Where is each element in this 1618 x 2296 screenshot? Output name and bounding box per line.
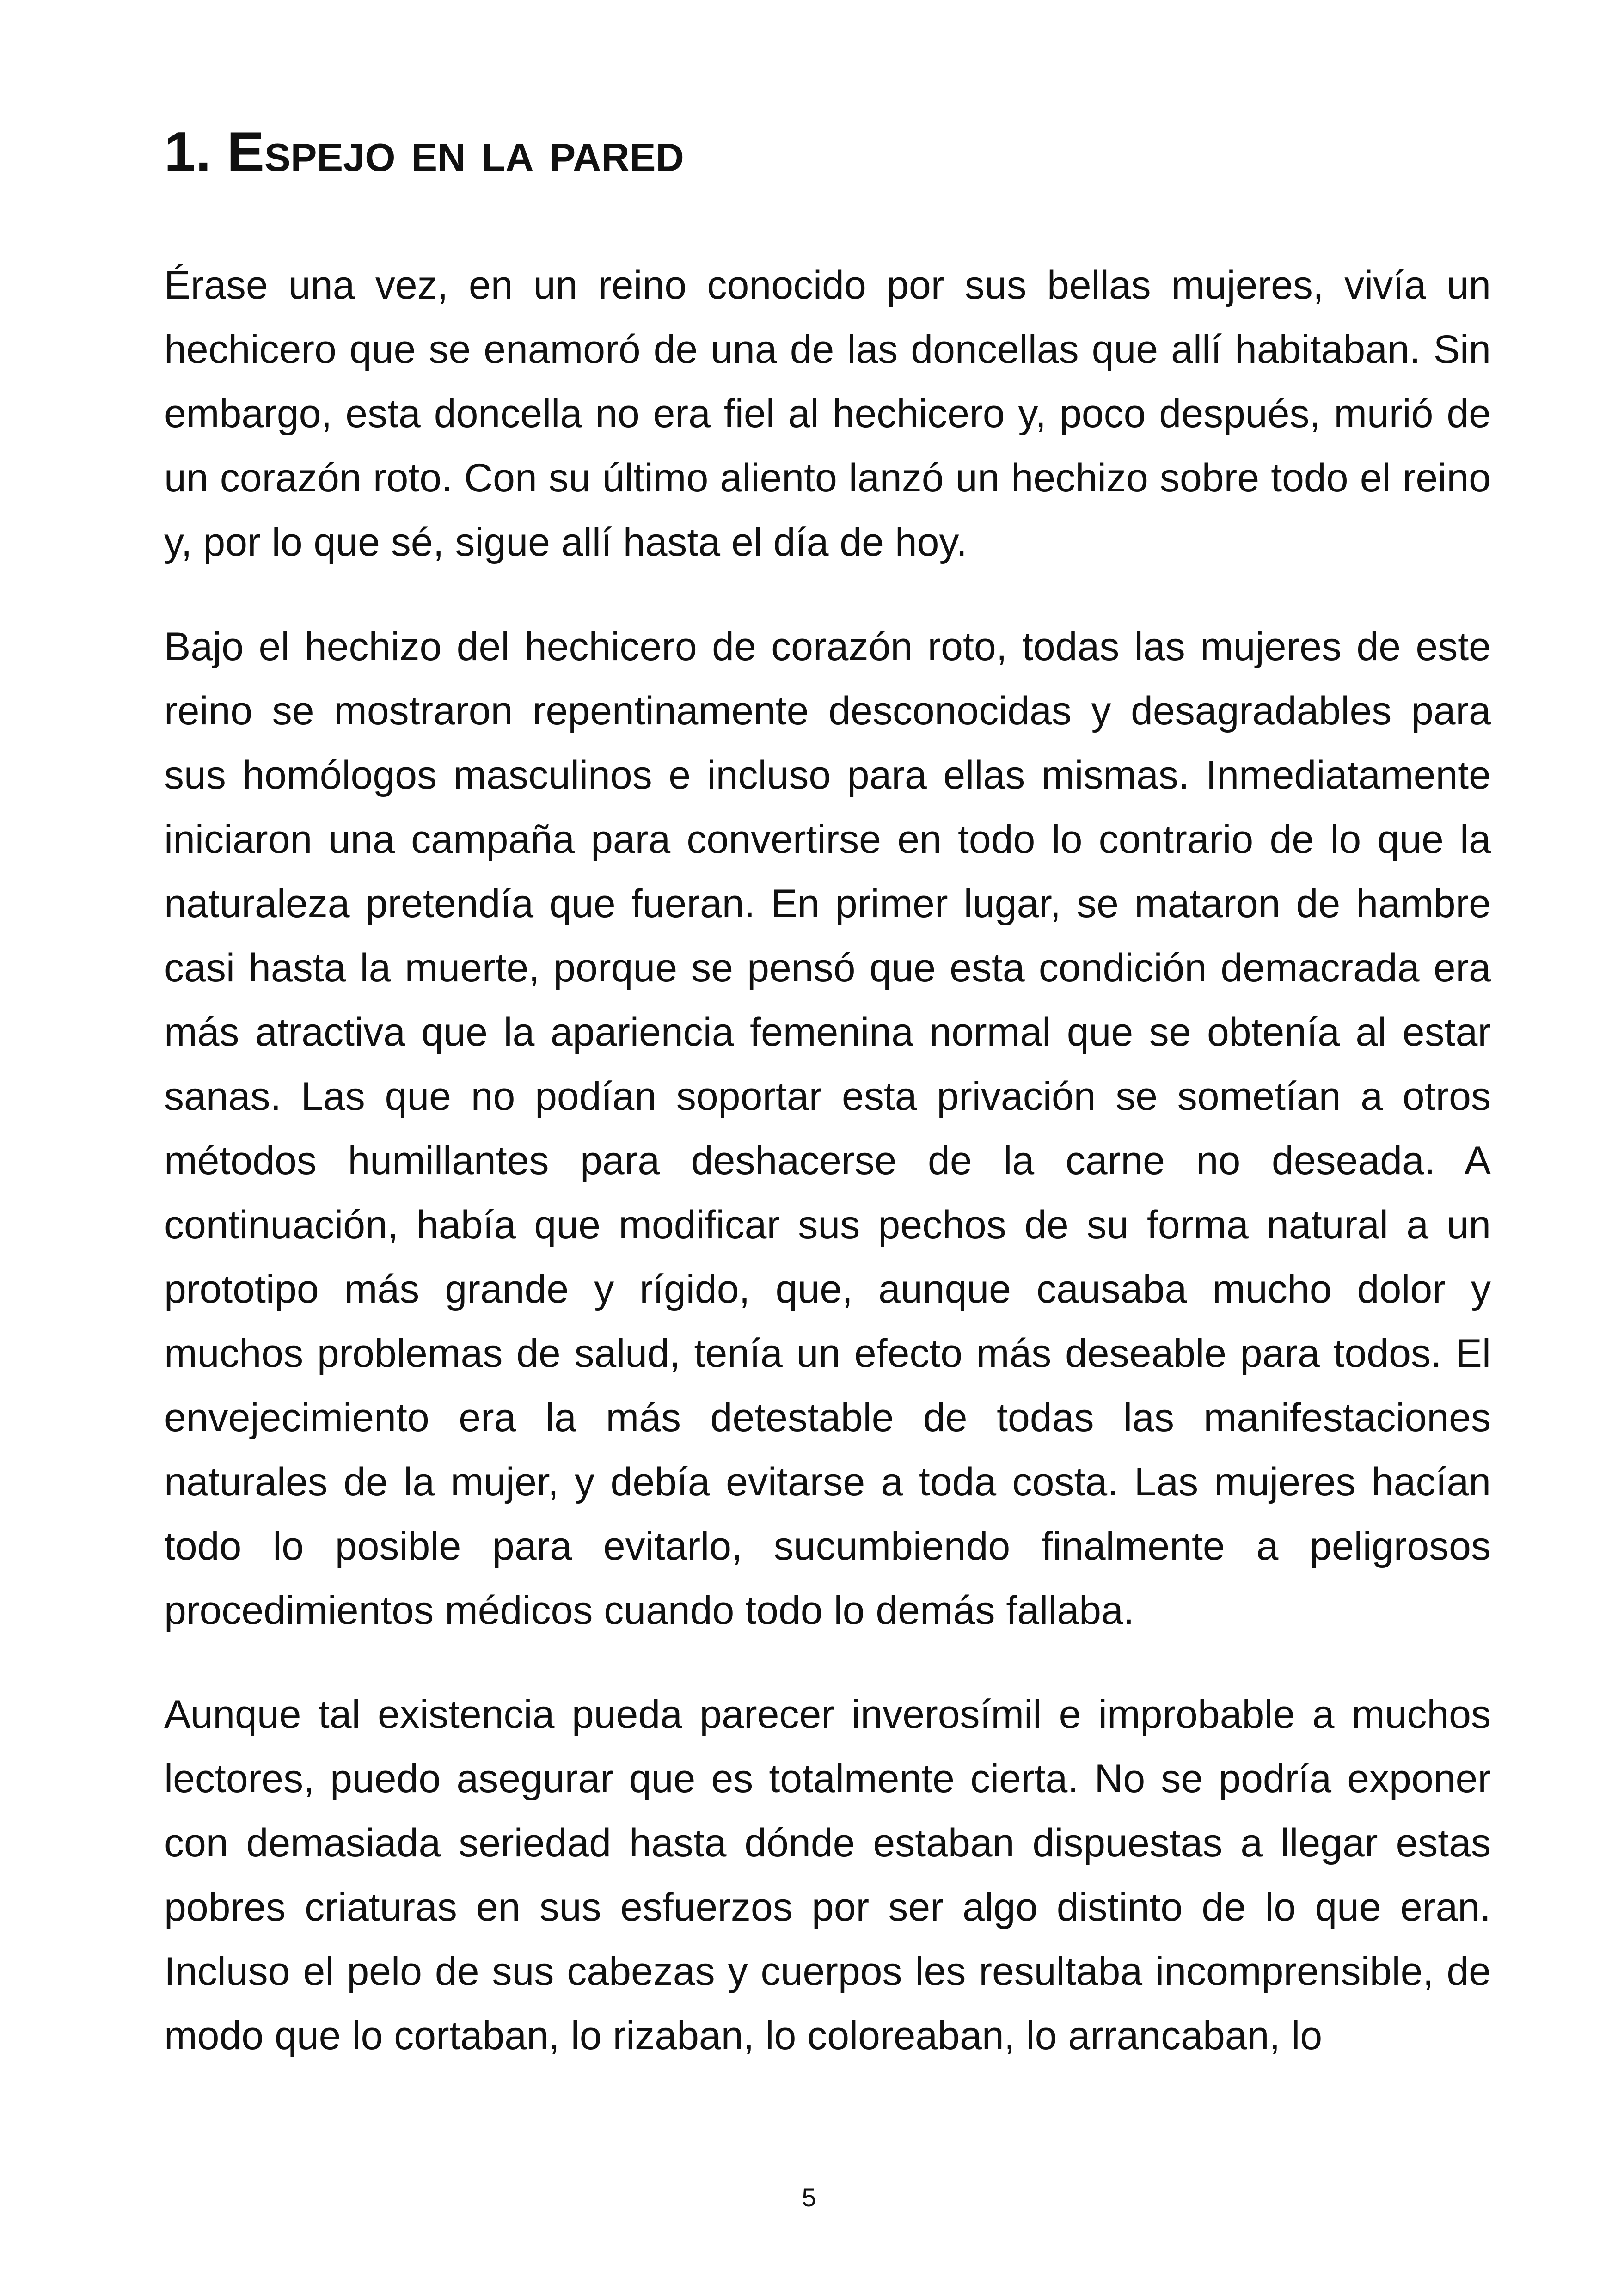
chapter-title: 1. Espejo en la pared [164, 120, 684, 183]
paragraph-3: Aunque tal existencia pueda parecer inverosímil e improbable a muchos lectores, puedo asegurar que es totalmente cierta. No se podría exponer con demasiada seriedad hasta dónde estaban dispuestas a llegar estas pobres criaturas en sus esfuerzos por ser algo distinto de lo que eran. Incluso el pelo de sus cabezas y cuerpos les resultaba incomprensible, de modo que lo cortaban, lo rizaban, lo coloreaban, lo arrancaban, lo [164, 1692, 1491, 2058]
page-number: 5 [802, 2183, 816, 2212]
paragraph-1: Érase una vez, en un reino conocido por sus bellas mujeres, vivía un hechicero que se enamoró de una de las doncellas que allí habitaban. Sin embargo, esta doncella no era fiel al hechicero y, poco después, murió de un corazón roto. Con su último aliento lanzó un hechizo sobre todo el reino y, por lo que sé, sigue allí hasta el día de hoy. [164, 263, 1491, 564]
paragraph-2: Bajo el hechizo del hechicero de corazón roto, todas las mujeres de este reino se mostraron repentinamente desconocidas y desagradables para sus homólogos masculinos e incluso para ellas mismas. Inmediatamente iniciaron una campaña para convertirse en todo lo contrario de lo que la naturaleza pretendía que fueran. En primer lugar, se mataron de hambre casi hasta la muerte, porque se pensó que esta condición demacrada era más atractiva que la apariencia femenina normal que se obtenía al estar sanas. Las que no podían soportar esta privación se sometían a otros métodos humillantes para deshacerse de la carne no deseada. A continuación, había que modificar sus pechos de su forma natural a un prototipo más grande y rígido, que, aunque causaba mucho dolor y muchos problemas de salud, tenía un efecto más deseable para todos. El envejecimiento era la más detestable de todas las manifestaciones naturales de la mujer, y debía evitarse a toda costa. Las mujeres hacían todo lo posible para evitarlo, sucumbiendo finalmente a peligrosos procedimientos médicos cuando todo lo demás fallaba. [164, 625, 1491, 1633]
